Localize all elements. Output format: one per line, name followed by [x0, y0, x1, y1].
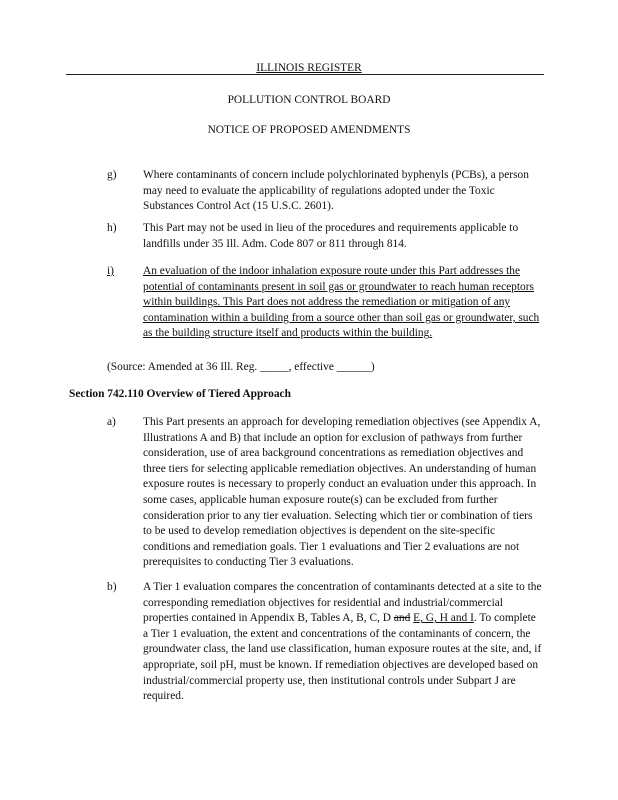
subsection-text [143, 580, 543, 705]
subsection-text-inserted: An evaluation of the indoor inhalation exposure route under this Part addresses the potential of contaminants present in soil gas or groundwater to reach human receptors within buildings. This Part does not address the remediation or mitigation of any contamination within a building from a source other than soil gas or groundwater, such as the building structure itself and products within the building. [143, 265, 540, 340]
text-before: A Tier 1 evaluation compares the concentration of contaminants detected at a site to the corresponding remediation objectives for residential and industrial/commercial properties contained in Appendix B, Tables A, B, C, D [143, 581, 542, 625]
source-note: (Source: Amended at 36 Ill. Reg. _____, effective ______) [107, 361, 375, 373]
subsection-label: i) [107, 265, 114, 277]
subsection-text: This Part presents an approach for developing remediation objectives (see Appendix A, Illustrations A and B) that include an option for exclusion of pathways from further consideration, use of area background concentrations as remediation objectives and three tiers for selecting applicable remediation objectives. An understanding of human exposure routes is necessary to properly conduct an evaluation under this approach. In some cases, applicable human exposure route(s) can be excluded from further consideration prior to any tier evaluation. Selecting which tier or combination of tiers to be used to develop remediation objectives is dependent on the site-specific conditions and remediation goals. Tier 1 evaluations and Tier 2 evaluations are not prerequisites to conducting Tier 3 evaluations. [143, 416, 541, 569]
text-after: . To complete a Tier 1 evaluation, the extent and concentrations of the contaminants of concern, the groundwater class, the land use classification, human exposure routes at the site, and, if appropriate, soil pH, must be known. If remediation objectives are developed based on industrial/commercial property use, then institutional controls under Subpart J are required. [143, 612, 542, 703]
subsection-label: b) [107, 581, 117, 593]
notice-title: NOTICE OF PROPOSED AMENDMENTS [207, 124, 411, 136]
register-title-text: ILLINOIS REGISTER [256, 62, 362, 74]
subsection-label: a) [107, 416, 116, 428]
subsection-label: h) [107, 222, 117, 234]
agency-title: POLLUTION CONTROL BOARD [227, 94, 391, 106]
subsection-label: g) [107, 169, 117, 181]
subsection-text: This Part may not be used in lieu of the procedures and requirements applicable to landfills under 35 Ill. Adm. Code 807 or 811 through 814. [143, 222, 519, 250]
register-title [0, 61, 618, 77]
subsection-text: Where contaminants of concern include polychlorinated byphenyls (PCBs), a person may need to evaluate the applicability of regulations adopted under the Toxic Substances Control Act (15 U.S.C. 2601). [143, 169, 529, 213]
section-heading: Section 742.110 Overview of Tiered Approach [69, 388, 291, 400]
struck-text: and [393, 612, 411, 625]
inserted-text: E, G, H and I [413, 612, 474, 625]
